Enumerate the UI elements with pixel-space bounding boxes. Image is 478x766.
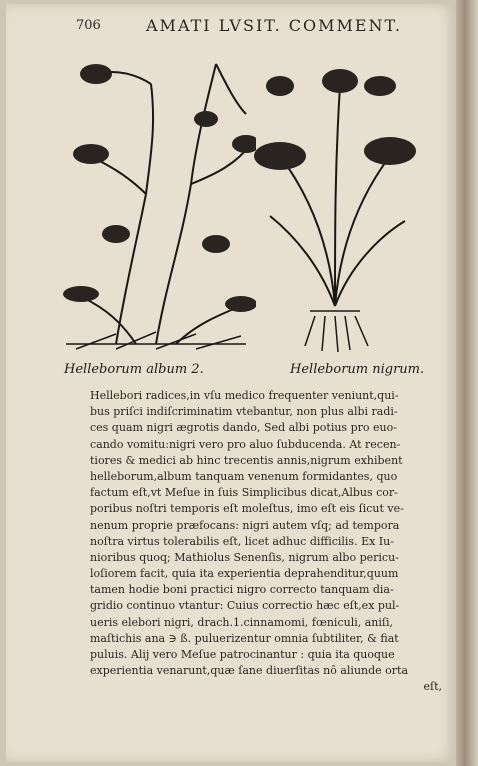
woodcut-helleborum-nigrum	[250, 46, 420, 356]
catchword: eſt,	[423, 680, 442, 694]
text-line: factum eſt,vt Meſue in ſuis Simplicibus dicat,Albus cor-	[90, 486, 398, 500]
woodcut-helleborum-album	[56, 44, 256, 356]
text-line: nenum proprie præfocans: nigri autem vſq; ad tempora	[90, 518, 400, 532]
text-line: ueris elebori nigri, drach.1.cinnamomi, fœniculi, aniſi,	[90, 615, 393, 629]
page-number: 706	[76, 18, 101, 33]
text-line: helleborum,album tanquam venenum formidantes, quo	[90, 469, 398, 483]
running-title: AMATI LVSIT. COMMENT.	[146, 16, 402, 35]
text-line: noſtra virtus tolerabilis eſt, licet adhuc difficilis. Ex Iu-	[90, 534, 394, 548]
body-text	[90, 388, 442, 696]
text-line: bus priſci indiſcriminatim vtebantur, non plus albi radi-	[90, 405, 398, 419]
text-line: cando vomitu:nigri vero pro aluo ſubducenda. At recen-	[90, 437, 401, 451]
text-line: nioribus quoq; Mathiolus Senenſis, nigrum albo pericu-	[90, 550, 399, 564]
book-gutter	[456, 0, 478, 766]
caption-helleborum-album: Helleborum album 2.	[64, 362, 204, 377]
text-line: tamen hodie boni practici nigro correcto tanquam dia-	[90, 583, 394, 597]
text-line: puluis. Alij vero Meſue patrocinantur : quia ita quoque	[90, 648, 395, 661]
text-line: tiores & medici ab hinc trecentis annis,nigrum exhibent	[90, 453, 403, 467]
text-line: loſiorem facit, quia ita experientia deprahenditur,quum	[90, 567, 399, 581]
text-line: poribus noſtri temporis eſt moleſtus, imo eſt eis ſicut ve-	[90, 502, 404, 516]
text-line: experientia venarunt,quæ ſane diuerſitas nō aliunde orta	[90, 664, 409, 678]
caption-helleborum-nigrum: Helleborum nigrum.	[290, 362, 425, 377]
text-line: maſtichis ana ∋ ß. puluerizentur omnia ſubtiliter, & fiat	[90, 631, 399, 645]
text-line: Hellebori radices,in vſu medico frequenter veniunt,qui-	[90, 389, 399, 402]
text-line: ces quam nigri ægrotis dando, Sed albi potius pro euo-	[90, 421, 397, 435]
page-header	[76, 18, 436, 40]
text-line: gridio continuo vtantur: Cuius correctio hæc eſt,ex pul-	[90, 599, 400, 613]
